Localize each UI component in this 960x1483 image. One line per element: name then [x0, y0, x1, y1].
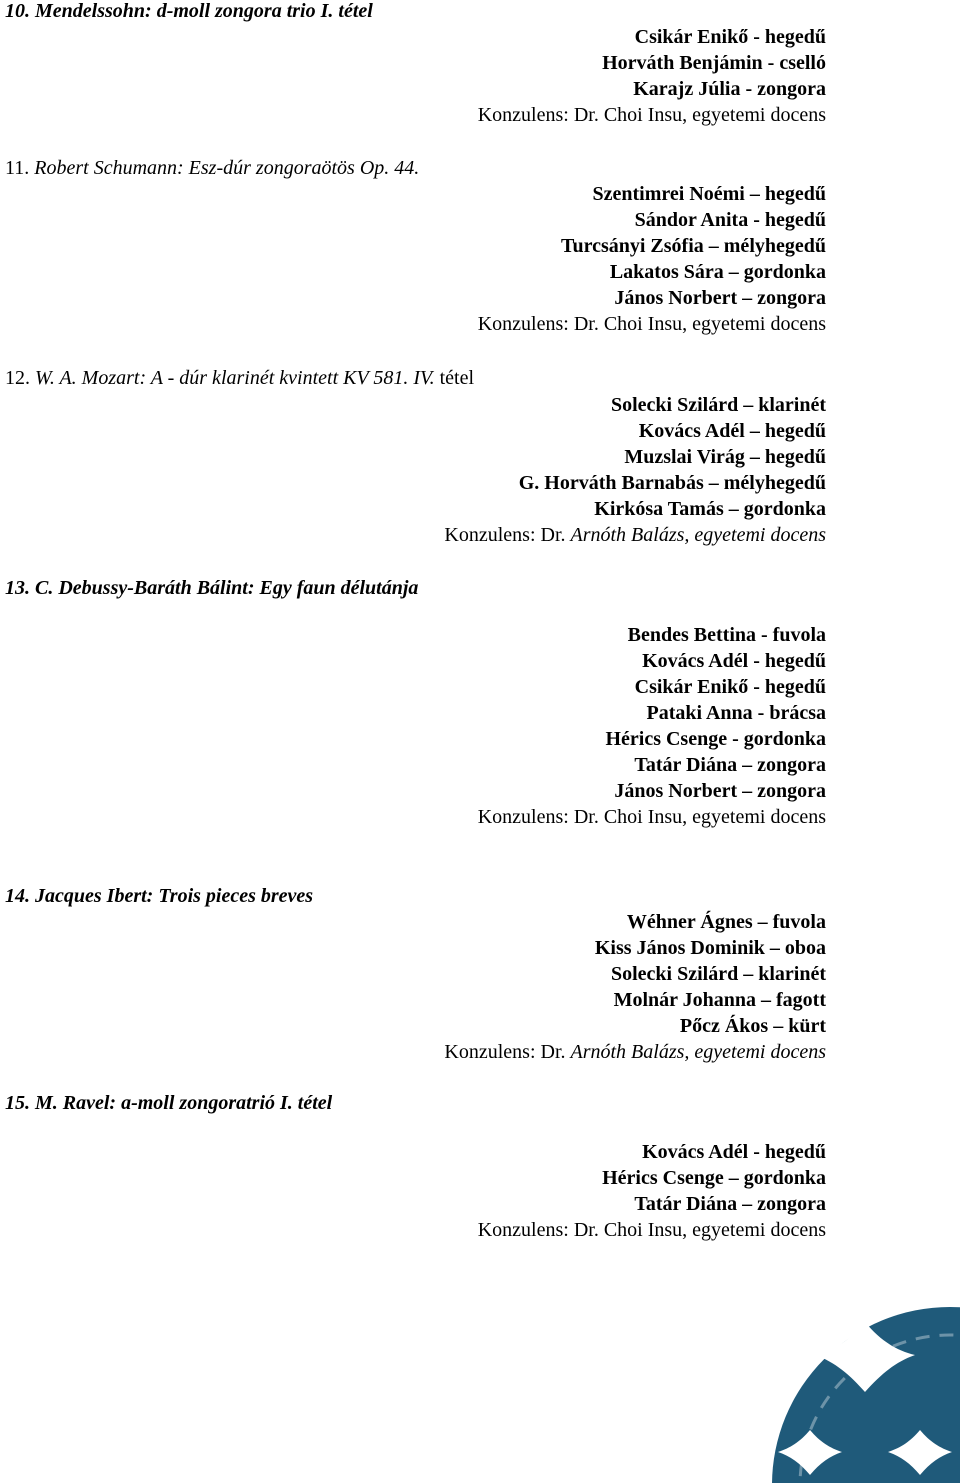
- item-title: C. Debussy-Baráth Bálint: Egy faun délutánja: [30, 577, 419, 599]
- performer: Csikár Enikő - hegedű: [634, 26, 826, 48]
- performer: Kovács Adél - hegedű: [642, 1141, 826, 1163]
- program-item-heading: [5, 365, 474, 391]
- performer: Kovács Adél - hegedű: [642, 650, 826, 672]
- consultant: [478, 311, 826, 337]
- consultant: [444, 1039, 826, 1065]
- item-number: 10.: [5, 0, 30, 22]
- performer: Sándor Anita - hegedű: [634, 209, 826, 231]
- performer-block: [478, 24, 826, 128]
- consultant-name: Choi Insu, egyetemi docens: [603, 313, 826, 335]
- item-number: 12.: [5, 367, 30, 389]
- performer: Turcsányi Zsófia – mélyhegedű: [560, 235, 826, 257]
- performer: Horváth Benjámin - cselló: [602, 52, 826, 74]
- consultant-prefix: Konzulens: Dr.: [477, 1219, 604, 1241]
- consultant: [478, 1217, 826, 1243]
- item-title: Jacques Ibert: Trois pieces breves: [30, 885, 314, 907]
- performer: Lakatos Sára – gordonka: [609, 261, 826, 283]
- program-item-heading: [5, 155, 419, 181]
- performer: Muzslai Virág – hegedű: [624, 446, 826, 468]
- item-number: 14.: [5, 885, 30, 907]
- performer: Karajz Júlia - zongora: [633, 78, 826, 100]
- consultant-prefix: Konzulens: Dr.: [477, 104, 604, 126]
- performer-block: [478, 181, 826, 337]
- performer: Molnár Johanna – fagott: [613, 989, 826, 1011]
- consultant-prefix: Konzulens: Dr.: [477, 313, 604, 335]
- item-title: Robert Schumann: Esz-dúr zongoraötös Op. 44.: [29, 157, 420, 179]
- consultant-name: Choi Insu, egyetemi docens: [603, 1219, 826, 1241]
- program-item-heading: [5, 0, 373, 24]
- consultant-name: Choi Insu, egyetemi docens: [603, 104, 826, 126]
- performer: Pőcz Ákos – kürt: [679, 1015, 826, 1037]
- item-number: 15.: [5, 1092, 30, 1114]
- consultant-name: Arnóth Balázs, egyetemi docens: [570, 524, 826, 546]
- performer: Kirkósa Tamás – gordonka: [594, 498, 826, 520]
- consultant-prefix: Konzulens: Dr.: [444, 1041, 571, 1063]
- item-title: Mendelssohn: d-moll zongora trio I. tétel: [30, 0, 373, 22]
- program-item-heading: [5, 575, 418, 601]
- performer: Wéhner Ágnes – fuvola: [626, 911, 826, 933]
- performer-block: [444, 909, 826, 1065]
- university-logo-icon: [770, 1270, 960, 1483]
- performer-block: [478, 1139, 826, 1243]
- performer: János Norbert – zongora: [614, 780, 826, 802]
- item-number: 13.: [5, 577, 30, 599]
- item-title-suffix: tétel: [434, 367, 475, 389]
- consultant: [444, 522, 826, 548]
- performer: Bendes Bettina - fuvola: [627, 624, 826, 646]
- performer: Csikár Enikő - hegedű: [634, 676, 826, 698]
- consultant-name: Choi Insu, egyetemi docens: [603, 806, 826, 828]
- program-item-heading: [5, 1090, 332, 1116]
- performer: Kiss János Dominik – oboa: [594, 937, 826, 959]
- performer: Tatár Diána – zongora: [634, 1193, 826, 1215]
- performer: Hérics Csenge - gordonka: [605, 728, 826, 750]
- performer: Kovács Adél – hegedű: [638, 420, 826, 442]
- performer: János Norbert – zongora: [614, 287, 826, 309]
- performer-block: [478, 622, 826, 830]
- item-title: M. Ravel: a-moll zongoratrió I. tétel: [30, 1092, 333, 1114]
- consultant-name: Arnóth Balázs, egyetemi docens: [570, 1041, 826, 1063]
- performer: Szentimrei Noémi – hegedű: [592, 183, 826, 205]
- consultant: [478, 102, 826, 128]
- performer: Solecki Szilárd – klarinét: [611, 394, 826, 416]
- item-number: 11.: [5, 157, 30, 179]
- performer: Pataki Anna - brácsa: [646, 702, 826, 724]
- performer: G. Horváth Barnabás – mélyhegedű: [518, 472, 826, 494]
- consultant-prefix: Konzulens: Dr.: [444, 524, 571, 546]
- performer: Solecki Szilárd – klarinét: [611, 963, 826, 985]
- performer: Hérics Csenge – gordonka: [602, 1167, 826, 1189]
- consultant: [478, 804, 826, 830]
- consultant-prefix: Konzulens: Dr.: [477, 806, 604, 828]
- program-item-heading: [5, 883, 313, 909]
- item-title: W. A. Mozart: A - dúr klarinét kvintett KV 581. IV.: [30, 367, 435, 389]
- performer: Tatár Diána – zongora: [634, 754, 826, 776]
- performer-block: [444, 392, 826, 548]
